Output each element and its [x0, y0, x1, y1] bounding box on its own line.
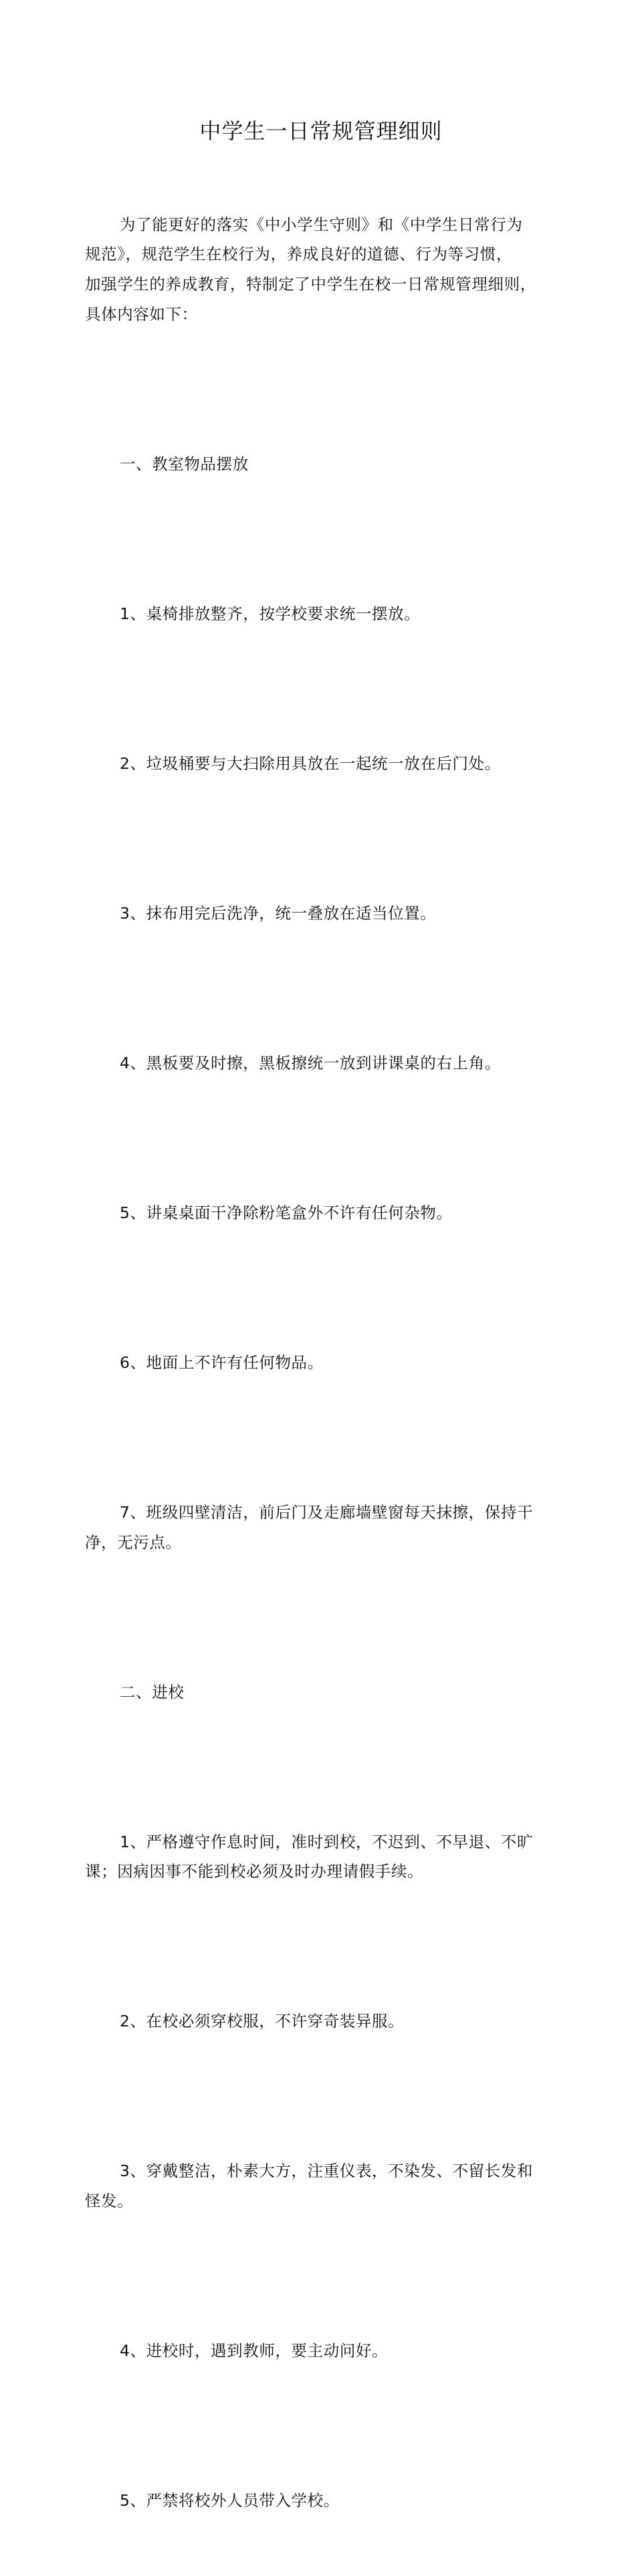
section-heading: 二、进校 — [120, 1682, 185, 1702]
intro-paragraph — [85, 150, 573, 389]
list-item — [85, 1947, 573, 2097]
list-item — [85, 1288, 573, 1437]
paragraph-line: 具体内容如下： — [85, 304, 198, 324]
list-item-line: 1、桌椅排放整齐，按学校要求统一摆放。 — [120, 604, 421, 623]
list-item-line: 1、严格遵守作息时间，准时到校，不迟到、不早退、不旷 — [120, 1832, 534, 1851]
list-item-line: 净，无污点。 — [85, 1532, 182, 1552]
list-item-line: 3、抹布用完后洗净，统一叠放在适当位置。 — [120, 903, 437, 923]
section-heading: 一、教室物品摆放 — [120, 454, 249, 473]
list-item-line: 7、班级四壁清洁，前后门及走廊墙壁窗每天抹擦，保持干 — [120, 1502, 534, 1522]
list-item — [85, 1767, 573, 1947]
list-item — [85, 988, 573, 1138]
list-item-line: 5、严禁将校外人员带入学校。 — [120, 2491, 340, 2510]
section-heading-classroom — [85, 389, 573, 539]
list-item — [85, 2276, 573, 2426]
list-item-line: 5、讲桌桌面干净除粉笔盒外不许有任何杂物。 — [120, 1203, 453, 1222]
list-item — [85, 838, 573, 988]
list-item-line: 怪发。 — [85, 2192, 134, 2211]
paragraph-line: 加强学生的养成教育，特制定了中学生在校一日常规管理细则， — [85, 275, 536, 294]
list-item-line: 2、垃圾桶要与大扫除用具放在一起统一放在后门处。 — [120, 753, 501, 773]
list-item — [85, 539, 573, 689]
list-item — [85, 2426, 573, 2576]
list-item-line: 2、在校必须穿校服，不许穿奇装异服。 — [120, 2012, 405, 2031]
list-item — [85, 689, 573, 838]
paragraph-line: 为了能更好的落实《中小学生守则》和《中学生日常行为 — [120, 215, 523, 234]
list-item — [85, 1437, 573, 1617]
paragraph-line: 规范》，规范学生在校行为，养成良好的道德、行为等习惯， — [85, 245, 512, 264]
list-item-line: 4、进校时，遇到教师，要主动问好。 — [120, 2341, 389, 2361]
list-item-line: 4、黑板要及时擦，黑板擦统一放到讲课桌的右上角。 — [120, 1053, 501, 1072]
list-item-line: 3、穿戴整洁，朴素大方，注重仪表，不染发、不留长发和 — [120, 2161, 534, 2181]
document-body — [85, 150, 573, 2576]
list-item — [85, 1138, 573, 1288]
list-item-line: 6、地面上不许有任何物品。 — [120, 1353, 324, 1372]
list-item — [85, 2097, 573, 2276]
document-title: 中学生一日常规管理细则 — [199, 118, 443, 144]
list-item-line: 课；因病因事不能到校必须及时办理请假手续。 — [85, 1862, 424, 1881]
section-heading-entry — [85, 1617, 573, 1767]
